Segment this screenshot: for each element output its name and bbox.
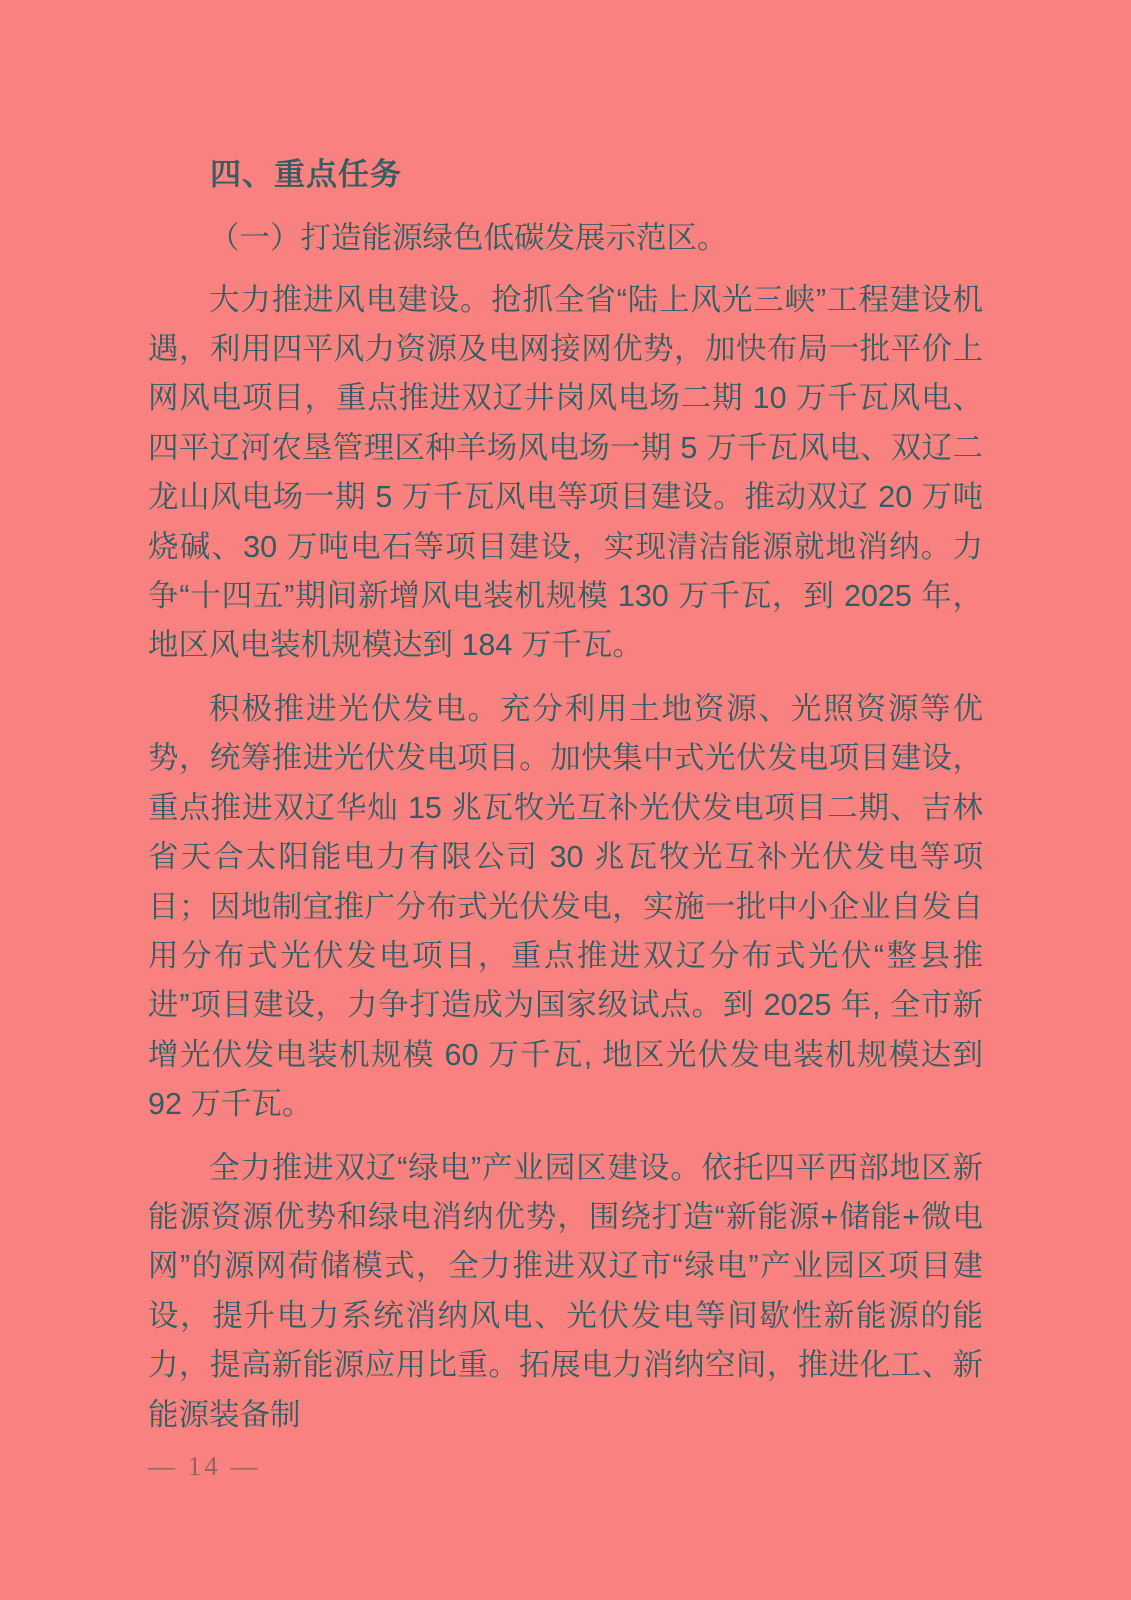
document-body: [148, 150, 983, 1440]
paragraph-2: 积极推进光伏发电。充分利用土地资源、光照资源等优势，统筹推进光伏发电项目。加快集中式光伏发电项目建设，重点推进双辽华灿 15 兆瓦牧光互补光伏发电项目二期、吉林省天合太阳能电力有限公司 30 兆瓦牧光互补光伏发电等项目；因地制宜推广分布式光伏发电，实施一批中小企业自发自用分布式光伏发电项目，重点推进双辽分布式光伏“整县推进”项目建设，力争打造成为国家级试点。到 2025 年, 全市新增光伏发电装机规模 60 万千瓦, 地区光伏发电装机规模达到 92 万千瓦。: [148, 691, 983, 1122]
page-number: — 14 —: [148, 1451, 261, 1481]
section-subheading: （一）打造能源绿色低碳发展示范区。: [209, 221, 728, 256]
section-heading: 四、重点任务: [210, 157, 402, 192]
paragraph-3: 全力推进双辽“绿电”产业园区建设。依托四平西部地区新能源资源优势和绿电消纳优势，围绕打造“新能源+储能+微电网”的源网荷储模式，全力推进双辽市“绿电”产业园区项目建设，提升电力系统消纳风电、光伏发电等间歇性新能源的能力，提高新能源应用比重。拓展电力消纳空间，推进化工、新能源装备制: [148, 1150, 983, 1432]
paragraph-1: 大力推进风电建设。抢抓全省“陆上风光三峡”工程建设机遇，利用四平风力资源及电网接网优势，加快布局一批平价上网风电项目，重点推进双辽井岗风电场二期 10 万千瓦风电、四平辽河农垦管理区种羊场风电场一期 5 万千瓦风电、双辽二龙山风电场一期 5 万千瓦风电等项目建设。推动双辽 20 万吨烧碱、30 万吨电石等项目建设，实现清洁能源就地消纳。力争“十四五”期间新增风电装机规模 130 万千瓦，到 2025 年，地区风电装机规模达到 184 万千瓦。: [148, 282, 983, 663]
